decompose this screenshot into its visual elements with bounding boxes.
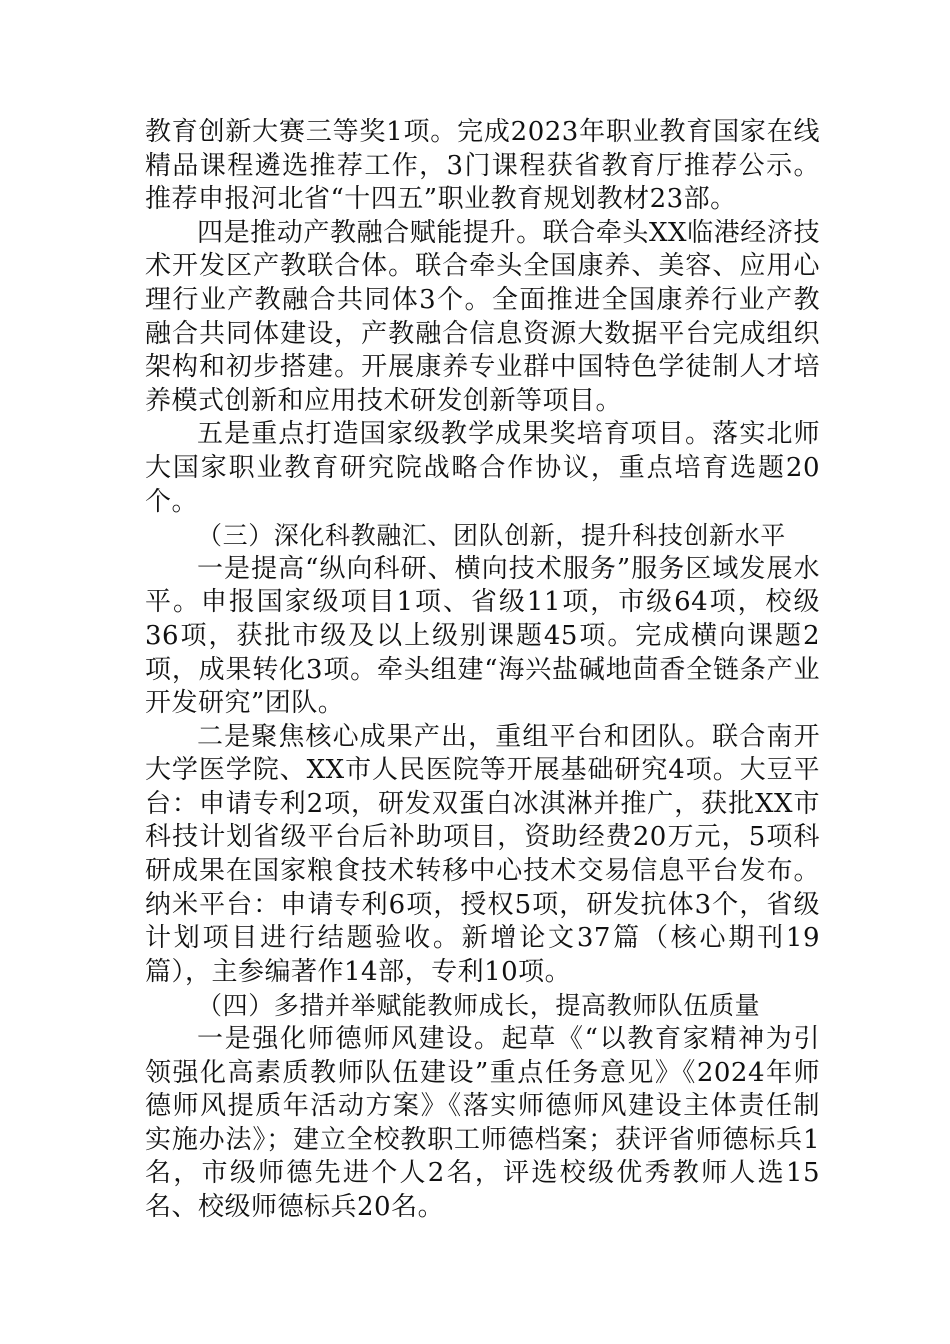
paragraph-core-outcomes: 二是聚焦核心成果产出，重组平台和团队。联合南开大学医学院、XX市人民医院等开展基础研究4项。大豆平台：申请专利2项，研发双蛋白冰淇淋并推广，获批XX市科技计划省级平台后补助项目，资助经费20万元，5项科研成果在国家粮食技术转移中心技术交易信息平台发布。纳米平台：申请专利6项，授权5项，研发抗体3个，省级计划项目进行结题验收。新增论文37篇（核心期刊19篇），主参编著作14部，专利10项。 <box>145 721 820 987</box>
paragraph-research-service: 一是提高“纵向科研、横向技术服务”服务区域发展水平。申报国家级项目1项、省级11项，市级64项，校级36项，获批市级及以上级别课题45项。完成横向课题2项，成果转化3项。牵头组建“海兴盐碱地茴香全链条产业开发研究”团队。 <box>145 553 820 719</box>
paragraph-teaching-award: 五是重点打造国家级教学成果奖培育项目。落实北师大国家职业教育研究院战略合作协议，重点培育选题20个。 <box>145 419 820 517</box>
section-heading-3: （三）深化科教融汇、团队创新，提升科技创新水平 <box>197 521 786 551</box>
paragraph-continuation: 教育创新大赛三等奖1项。完成2023年职业教育国家在线精品课程遴选推荐工作，3门课程获省教育厅推荐公示。推荐申报河北省“十四五”职业教育规划教材23部。 <box>145 117 820 215</box>
document-body <box>145 116 820 1225</box>
paragraph-industry-education: 四是推动产教融合赋能提升。联合牵头XX临港经济技术开发区产教联合体。联合牵头全国康养、美容、应用心理行业产教融合共同体3个。全面推进全国康养行业产教融合共同体建设，产教融合信息资源大数据平台完成组织架构和初步搭建。开展康养专业群中国特色学徒制人才培养模式创新和应用技术研发创新等项目。 <box>145 217 820 416</box>
paragraph-teacher-ethics: 一是强化师德师风建设。起草《“以教育家精神为引领强化高素质教师队伍建设”重点任务意见》《2024年师德师风提质年活动方案》《落实师德师风建设主体责任制实施办法》；建立全校教职工师德档案；获评省师德标兵1名，市级师德先进个人2名，评选校级优秀教师人选15名、校级师德标兵20名。 <box>145 1024 820 1222</box>
section-heading-4: （四）多措并举赋能教师成长，提高教师队伍质量 <box>197 991 761 1021</box>
